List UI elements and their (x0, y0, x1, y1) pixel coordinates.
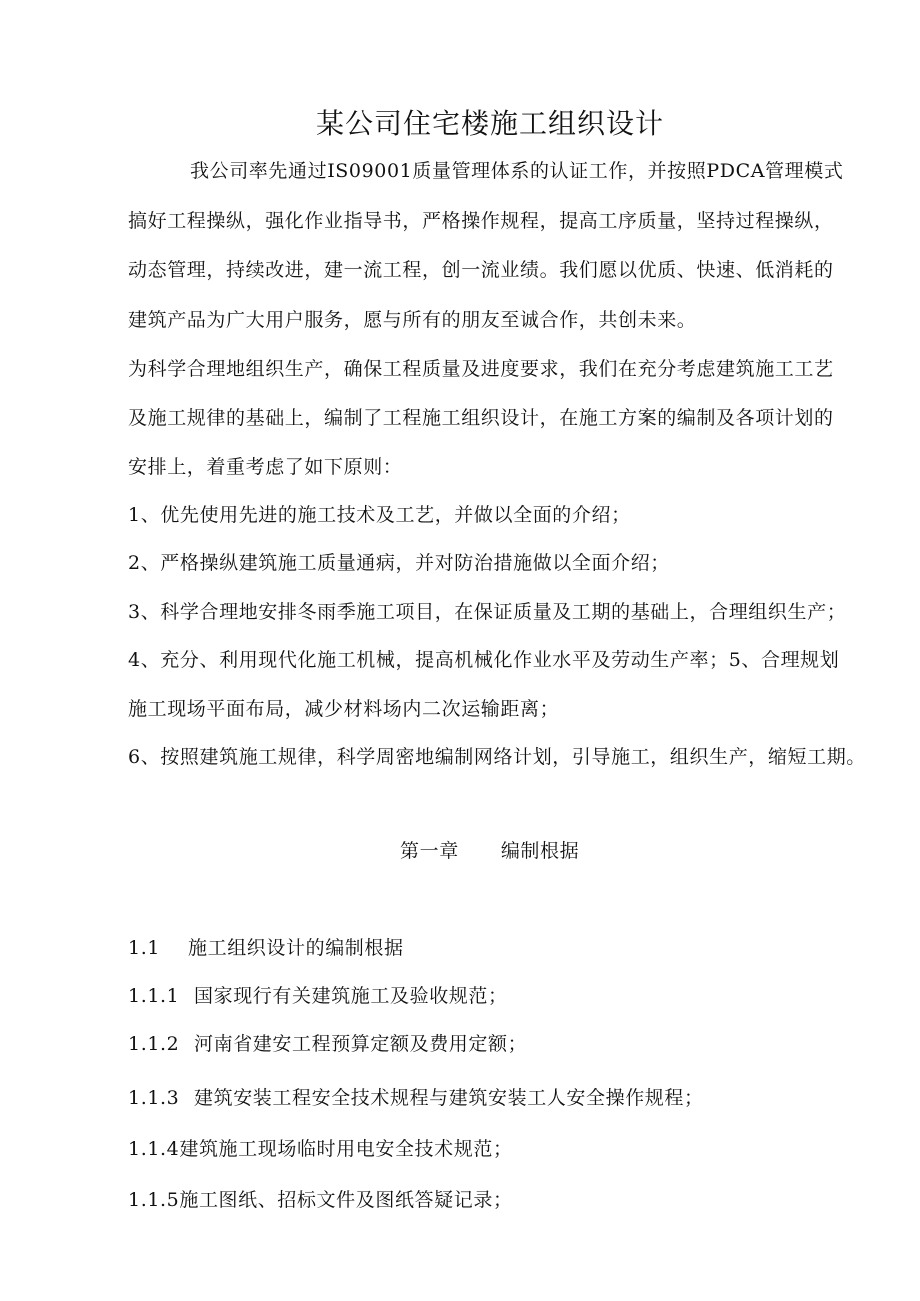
section-text: 施工图纸、招标文件及图纸答疑记录； (179, 1189, 513, 1211)
intro-line-3: 动态管理，持续改进，建一流工程，创一流业绩。我们愿以优质、快速、低消耗的 (128, 259, 834, 281)
document-title: 某公司住宅楼施工组织设计 (315, 107, 664, 140)
chapter-name: 编制根据 (500, 840, 580, 862)
principle-4: 4、充分、利用现代化施工机械，提高机械化作业水平及劳动生产率；5、合理规划 (128, 649, 840, 671)
section-1-1-4 (128, 1136, 513, 1162)
chapter-heading (400, 838, 579, 864)
intro-line-7: 安排上，着重考虑了如下原则： (128, 456, 403, 478)
intro-line-1: 我公司率先通过IS09001质量管理体系的认证工作，并按照PDCA管理模式 (190, 160, 844, 182)
principle-6: 6、按照建筑施工规律，科学周密地编制网络计划，引导施工，组织生产，缩短工期。 (128, 746, 866, 768)
principle-3: 3、科学合理地安排冬雨季施工项目，在保证质量及工期的基础上，合理组织生产； (128, 601, 847, 623)
section-1-1-1 (128, 983, 508, 1009)
section-number: 1.1.2 (128, 1033, 180, 1055)
principle-1: 1、优先使用先进的施工技术及工艺，并做以全面的介绍； (128, 504, 631, 526)
section-1-1 (128, 935, 404, 961)
section-text: 建筑施工现场临时用电安全技术规范； (179, 1138, 513, 1160)
intro-line-4: 建筑产品为广大用户服务，愿与所有的朋友至诚合作，共创未来。 (128, 309, 697, 331)
section-1-1-5 (128, 1187, 513, 1213)
section-text: 国家现行有关建筑施工及验收规范； (194, 985, 508, 1007)
intro-line-6: 及施工规律的基础上，编制了工程施工组织设计，在施工方案的编制及各项计划的 (128, 407, 834, 429)
principle-4-cont: 施工现场平面布局，减少材料场内二次运输距离； (128, 698, 560, 720)
section-text: 建筑安装工程安全技术规程与建筑安装工人安全操作规程； (194, 1087, 704, 1109)
section-text: 施工组织设计的编制根据 (188, 937, 404, 959)
section-1-1-3 (128, 1085, 704, 1111)
principle-2: 2、严格操纵建筑施工质量通病，并对防治措施做以全面介绍； (128, 552, 670, 574)
chapter-number: 第一章 (400, 840, 459, 862)
intro-line-2: 搞好工程操纵，强化作业指导书，严格操作规程，提高工序质量，坚持过程操纵， (128, 210, 834, 232)
section-number: 1.1 (128, 937, 161, 959)
section-number: 1.1.5 (128, 1189, 180, 1211)
section-1-1-2 (128, 1031, 527, 1057)
section-number: 1.1.1 (128, 985, 180, 1007)
section-number: 1.1.3 (128, 1087, 180, 1109)
section-number: 1.1.4 (128, 1138, 180, 1160)
intro-line-5: 为科学合理地组织生产，确保工程质量及进度要求，我们在充分考虑建筑施工工艺 (128, 358, 834, 380)
section-text: 河南省建安工程预算定额及费用定额； (194, 1033, 528, 1055)
